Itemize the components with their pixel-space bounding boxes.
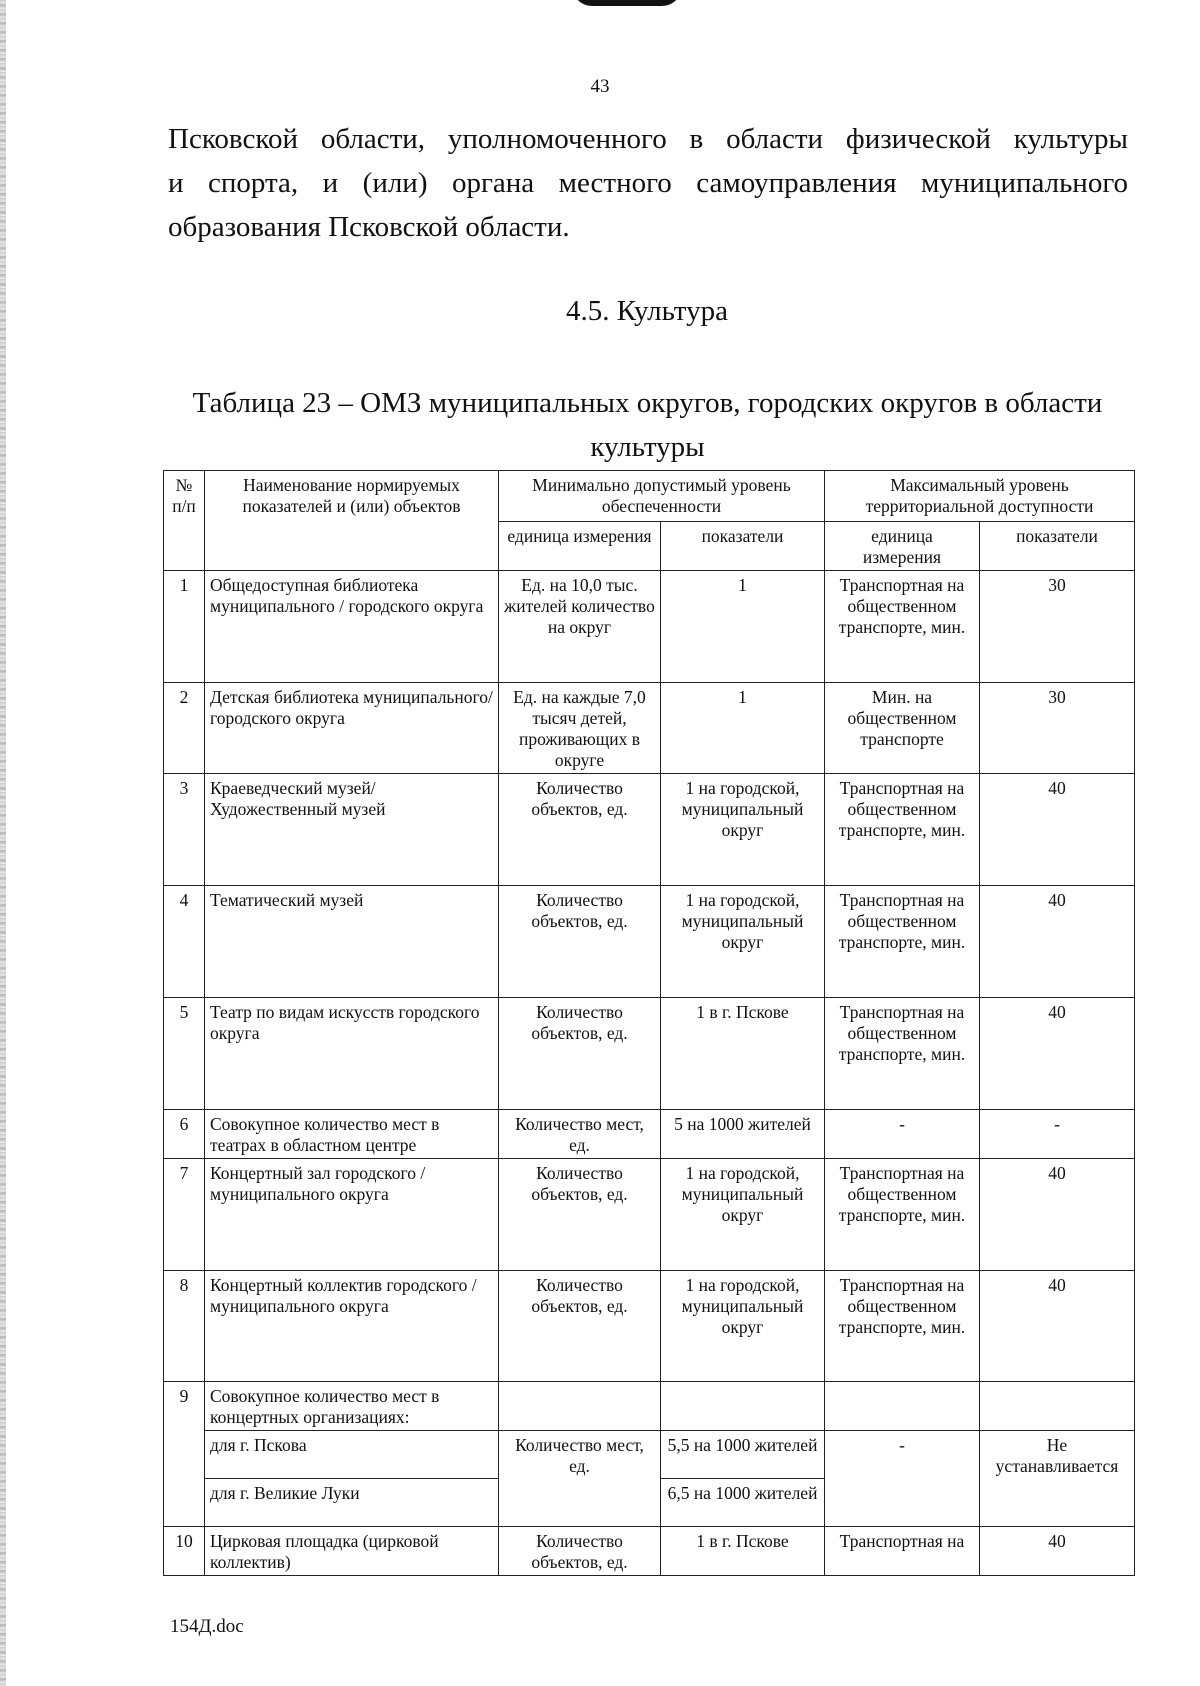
row-max-value: 30: [980, 571, 1135, 683]
row-min-unit: Количество объектов, ед.: [499, 1159, 661, 1271]
row-name: Общедоступная библиотека муниципального / городского округа: [205, 571, 499, 683]
row-min-value: 5,5 на 1000 жителей: [661, 1431, 825, 1479]
intro-line: образования Псковской области.: [168, 211, 570, 243]
row-max-value: 40: [980, 1271, 1135, 1382]
row-min-unit: Количество объектов, ед.: [499, 998, 661, 1110]
header-min-level: Минимально допустимый уровень обеспеченности: [499, 471, 825, 522]
table-row: [164, 1527, 1135, 1576]
table-row: [164, 774, 1135, 886]
intro-line: и спорта, и (или) органа местного самоуправления муниципального: [168, 167, 1128, 199]
row-max-unit: Транспортная на: [825, 1527, 980, 1576]
row-min-value: 1 в г. Пскове: [661, 1527, 825, 1576]
header-max-unit: единица измерения: [825, 522, 980, 571]
row-max-unit: -: [825, 1110, 980, 1159]
section-title: 4.5. Культура: [566, 295, 728, 327]
row-min-value: 1 на городской, муниципальный округ: [661, 1271, 825, 1382]
intro-paragraph: [168, 117, 1128, 249]
row-name: Детская библиотека муниципального/городского округа: [205, 683, 499, 774]
intro-line: Псковской области, уполномоченного в области физической культуры: [168, 123, 1128, 155]
row-name: Тематический музей: [205, 886, 499, 998]
table-subrow: [164, 1431, 1135, 1479]
empty-cell: [825, 1382, 980, 1431]
row-min-value: 1: [661, 571, 825, 683]
row-number: 5: [164, 998, 205, 1110]
row-min-unit: Ед. на 10,0 тыс. жителей количество на округ: [499, 571, 661, 683]
row-number: 8: [164, 1271, 205, 1382]
header-name: Наименование нормируемых показателей и (или) объектов: [205, 471, 499, 571]
scan-artifact: [572, 0, 682, 6]
row-max-unit: -: [825, 1431, 980, 1527]
table-row: [164, 1382, 1135, 1431]
row-min-value: 1: [661, 683, 825, 774]
row-min-unit: Ед. на каждые 7,0 тысяч детей, проживающих в округе: [499, 683, 661, 774]
header-min-unit: единица измерения: [499, 522, 661, 571]
row-max-value: -: [980, 1110, 1135, 1159]
row-max-unit: Транспортная на общественном транспорте, мин.: [825, 998, 980, 1110]
row-min-unit: Количество объектов, ед.: [499, 774, 661, 886]
table-row: [164, 571, 1135, 683]
row-max-unit: Транспортная на общественном транспорте, мин.: [825, 571, 980, 683]
table-caption-line: культуры: [590, 431, 705, 463]
row-name: Совокупное количество мест в театрах в областном центре: [205, 1110, 499, 1159]
row-min-unit: Количество мест, ед.: [499, 1431, 661, 1527]
row-number: 9: [164, 1382, 205, 1527]
table-row: [164, 998, 1135, 1110]
row-number: 2: [164, 683, 205, 774]
scan-edge: [0, 0, 6, 1686]
norms-table: [163, 470, 1135, 1576]
row-max-unit: Транспортная на общественном транспорте, мин.: [825, 1159, 980, 1271]
table-header-row: [164, 471, 1135, 522]
row-max-value: Не устанавливается: [980, 1431, 1135, 1527]
table-row: [164, 683, 1135, 774]
row-number: 1: [164, 571, 205, 683]
table-row: [164, 1271, 1135, 1382]
row-max-value: 40: [980, 1527, 1135, 1576]
row-min-unit: Количество мест, ед.: [499, 1110, 661, 1159]
row-max-value: 30: [980, 683, 1135, 774]
row-name: Концертный зал городского / муниципального округа: [205, 1159, 499, 1271]
header-max-level: Максимальный уровень территориальной доступности: [825, 471, 1135, 522]
row-number: 7: [164, 1159, 205, 1271]
header-number: № п/п: [164, 471, 205, 571]
row-name: Совокупное количество мест в концертных организациях:: [205, 1382, 499, 1431]
page-number: 43: [590, 76, 610, 97]
row-max-value: 40: [980, 998, 1135, 1110]
empty-cell: [980, 1382, 1135, 1431]
row-number: 6: [164, 1110, 205, 1159]
row-number: 3: [164, 774, 205, 886]
footer-filename: 154Д.doc: [170, 1616, 244, 1637]
row-max-unit: Транспортная на общественном транспорте, мин.: [825, 1271, 980, 1382]
row-name: Краеведческий музей/ Художественный музей: [205, 774, 499, 886]
header-min-value: показатели: [661, 522, 825, 571]
row-min-value: 1 на городской, муниципальный округ: [661, 774, 825, 886]
empty-cell: [661, 1382, 825, 1431]
row-name: Концертный коллектив городского / муниципального округа: [205, 1271, 499, 1382]
row-max-value: 40: [980, 1159, 1135, 1271]
row-min-value: 5 на 1000 жителей: [661, 1110, 825, 1159]
table-caption: [160, 381, 1135, 469]
row-min-value: 1 в г. Пскове: [661, 998, 825, 1110]
row-subname: для г. Пскова: [205, 1431, 499, 1479]
row-min-unit: Количество объектов, ед.: [499, 1271, 661, 1382]
row-name: Цирковая площадка (цирковой коллектив): [205, 1527, 499, 1576]
header-max-value: показатели: [980, 522, 1135, 571]
row-max-value: 40: [980, 774, 1135, 886]
row-min-unit: Количество объектов, ед.: [499, 886, 661, 998]
row-min-unit: Количество объектов, ед.: [499, 1527, 661, 1576]
empty-cell: [499, 1382, 661, 1431]
row-min-value: 1 на городской, муниципальный округ: [661, 886, 825, 998]
table-row: [164, 886, 1135, 998]
row-max-unit: Транспортная на общественном транспорте, мин.: [825, 774, 980, 886]
row-min-value: 1 на городской, муниципальный округ: [661, 1159, 825, 1271]
table-caption-line: Таблица 23 – ОМЗ муниципальных округов, городских округов в области: [192, 387, 1103, 419]
row-number: 10: [164, 1527, 205, 1576]
row-min-value: 6,5 на 1000 жителей: [661, 1479, 825, 1527]
table-row: [164, 1110, 1135, 1159]
row-max-unit: Мин. на общественном транспорте: [825, 683, 980, 774]
row-number: 4: [164, 886, 205, 998]
row-name: Театр по видам искусств городского округа: [205, 998, 499, 1110]
row-max-value: 40: [980, 886, 1135, 998]
row-max-unit: Транспортная на общественном транспорте, мин.: [825, 886, 980, 998]
row-subname: для г. Великие Луки: [205, 1479, 499, 1527]
table-row: [164, 1159, 1135, 1271]
